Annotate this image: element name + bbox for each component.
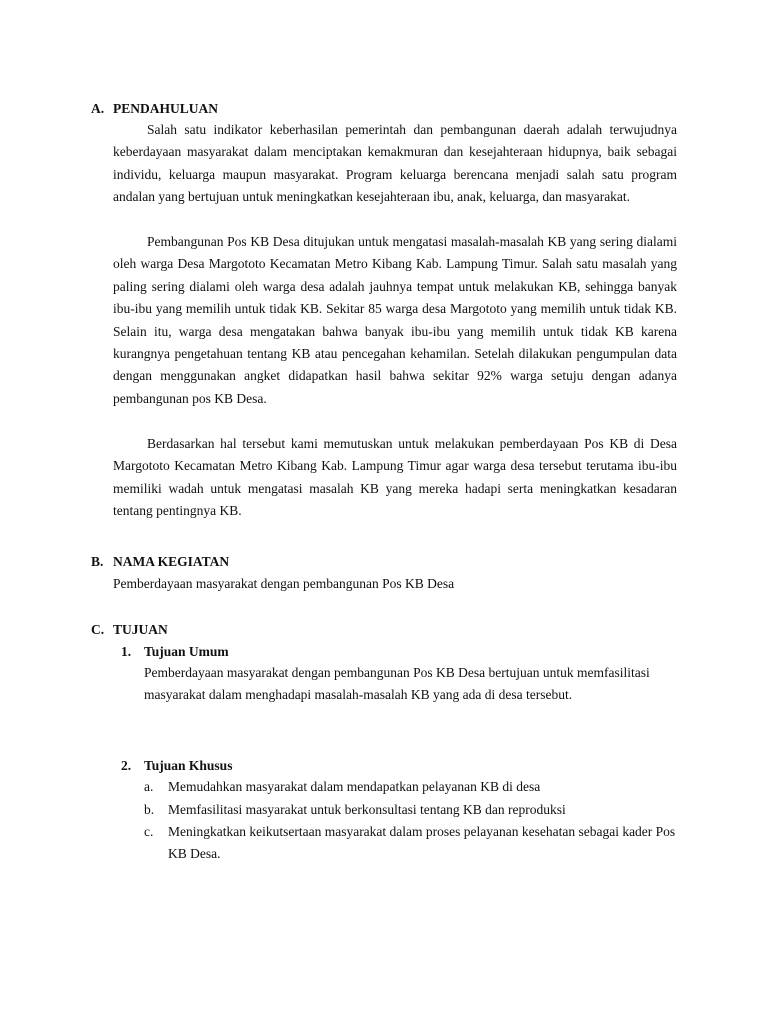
- section-a-paragraph-1: Salah satu indikator keberhasilan pemerintah dan pembangunan daerah adalah terwujudnya keberdayaan masyarakat dalam menciptakan kemakmuran dan kesejahteraan hidupnya, baik sebagai individu, keluarga maupun masyarakat. Program keluarga berencana menjadi salah satu program andalan yang bertujuan untuk meningkatkan kesejahteraan ibu, anak, keluarga, dan masyarakat.: [113, 122, 677, 205]
- tujuan-umum-heading: [121, 643, 229, 661]
- section-c-heading: [91, 621, 168, 639]
- section-a-heading: [91, 100, 218, 118]
- tujuan-khusus-title: Tujuan Khusus: [144, 758, 233, 773]
- tujuan-khusus-heading: [121, 757, 232, 775]
- list-marker: a.: [144, 779, 154, 794]
- section-b-letter: B.: [91, 554, 104, 569]
- section-b-text: Pemberdayaan masyarakat dengan pembangunan Pos KB Desa: [113, 576, 455, 591]
- section-a-paragraph-2: Pembangunan Pos KB Desa ditujukan untuk mengatasi masalah-masalah KB yang sering dialami oleh warga Desa Margototo Kecamatan Metro Kibang Kab. Lampung Timur. Salah satu masalah yang paling sering dialami oleh warga desa adalah jauhnya tempat untuk melakukan KB, sehingga banyak ibu-ibu yang memilih untuk tidak KB. Sekitar 85 warga desa Margototo yang memilih untuk tidak KB. Selain itu, warga desa mengatakan bahwa banyak ibu-ibu yang memilih untuk tidak KB karena kurangnya pengetahuan tentang KB atau pencegahan kehamilan. Setelah dilakukan pengumpulan data dengan menggunakan angket didapatkan hasil bahwa sekitar 92% warga setuju dengan adanya pembangunan pos KB Desa.: [113, 234, 677, 406]
- tujuan-umum-text: Pemberdayaan masyarakat dengan pembangunan Pos KB Desa bertujuan untuk memfasilitasi masyarakat dalam menghadapi masalah-masalah KB yang ada di desa tersebut.: [144, 665, 650, 703]
- tujuan-umum-title: Tujuan Umum: [144, 644, 229, 659]
- section-a-paragraph-3: Berdasarkan hal tersebut kami memutuskan untuk melakukan pemberdayaan Pos KB di Desa Margototo Kecamatan Metro Kibang Kab. Lampung Timur agar warga desa tersebut terutama ibu-ibu memiliki wadah untuk mengatasi masalah KB yang mereka hadapi serta meningkatkan kesadaran tentang pentingnya KB.: [113, 436, 677, 519]
- section-b-title: NAMA KEGIATAN: [113, 554, 230, 569]
- list-item-text: Memfasilitasi masyarakat untuk berkonsultasi tentang KB dan reproduksi: [168, 802, 566, 817]
- list-item: [144, 821, 677, 866]
- list-marker: b.: [144, 802, 155, 817]
- section-b-heading: [91, 553, 229, 571]
- list-item: [144, 776, 677, 798]
- list-item-text: Memudahkan masyarakat dalam mendapatkan pelayanan KB di desa: [168, 779, 541, 794]
- section-c-title: TUJUAN: [113, 622, 168, 637]
- section-c-letter: C.: [91, 622, 105, 637]
- section-a-title: PENDAHULUAN: [113, 101, 219, 116]
- list-item: [144, 799, 677, 821]
- list-item-text: Meningkatkan keikutsertaan masyarakat dalam proses pelayanan kesehatan sebagai kader Pos KB Desa.: [168, 824, 676, 862]
- list-marker: c.: [144, 824, 154, 839]
- section-a-letter: A.: [91, 101, 105, 116]
- tujuan-khusus-number: 2.: [121, 758, 132, 773]
- tujuan-umum-number: 1.: [121, 644, 132, 659]
